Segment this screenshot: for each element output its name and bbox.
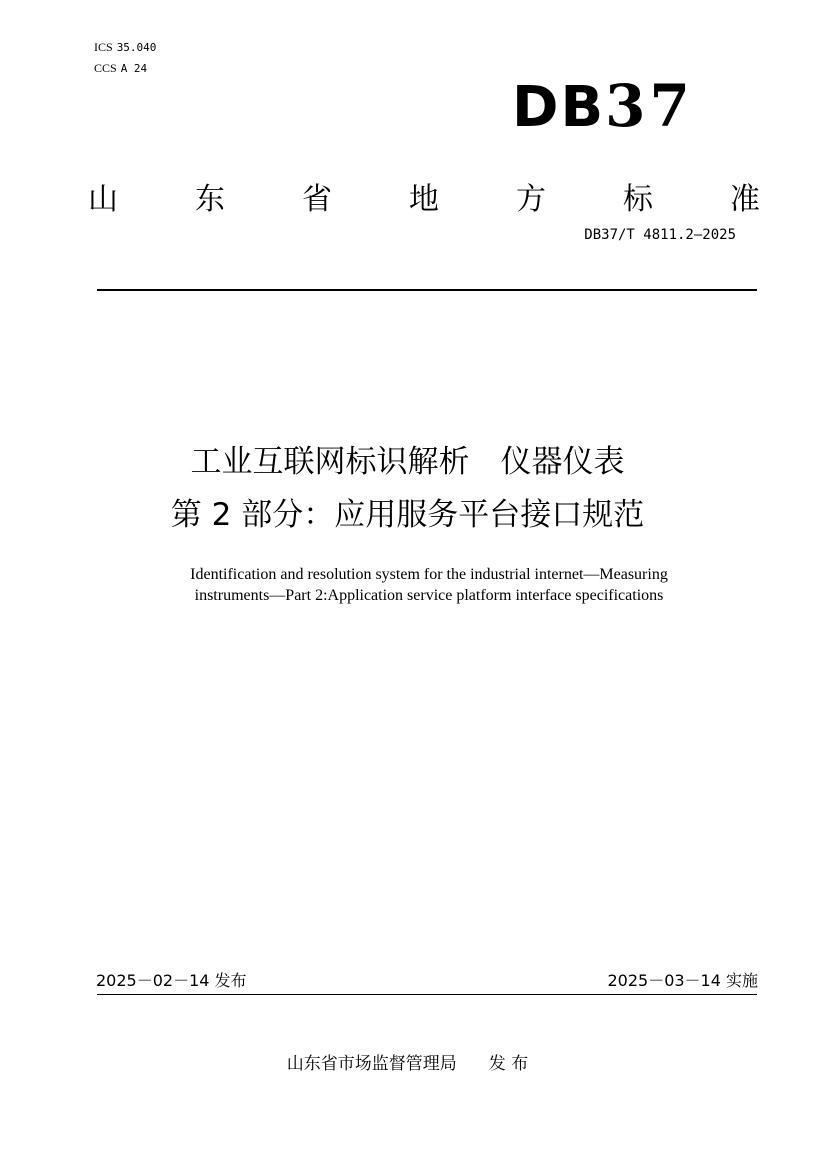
ics-code [94, 41, 156, 54]
bottom-divider [97, 994, 757, 995]
standard-type-char: 东 [195, 182, 225, 217]
issuer-name: 山东省市场监督管理局 [286, 1054, 457, 1074]
standard-type-char: 标 [623, 182, 653, 217]
ccs-value: A 24 [120, 62, 148, 75]
issuer-action: 发 布 [488, 1054, 529, 1074]
title-en-line2: instruments—Part 2:Application service platform interface specifications [194, 587, 664, 604]
top-divider [97, 289, 757, 291]
issuer-line [0, 1053, 815, 1075]
title-cn-line1: 工业互联网标识解析 仪器仪表 [190, 444, 625, 480]
standard-type-char: 方 [516, 182, 546, 217]
standard-type-char: 地 [409, 182, 439, 217]
implement-date: 2025－03－14 实施 [607, 971, 758, 990]
standard-type-heading [88, 180, 760, 220]
title-cn-line2: 第 2 部分：应用服务平台接口规范 [170, 497, 645, 533]
ics-value: 35.040 [116, 41, 157, 54]
ics-label: ICS [94, 40, 113, 54]
publish-date: 2025－02－14 发布 [96, 971, 247, 990]
standard-number: DB37/T 4811.2—2025 [584, 227, 736, 243]
title-en-line1: Identification and resolution system for the industrial internet—Measuring [190, 566, 668, 583]
ccs-label: CCS [94, 61, 117, 75]
db-logo [512, 72, 694, 140]
standard-type-char: 准 [730, 182, 760, 217]
db-letters: DB [512, 75, 606, 140]
standard-type-char: 省 [302, 182, 332, 217]
db-number: 37 [605, 72, 694, 140]
standard-type-char: 山 [88, 182, 118, 217]
ccs-code [94, 62, 147, 75]
